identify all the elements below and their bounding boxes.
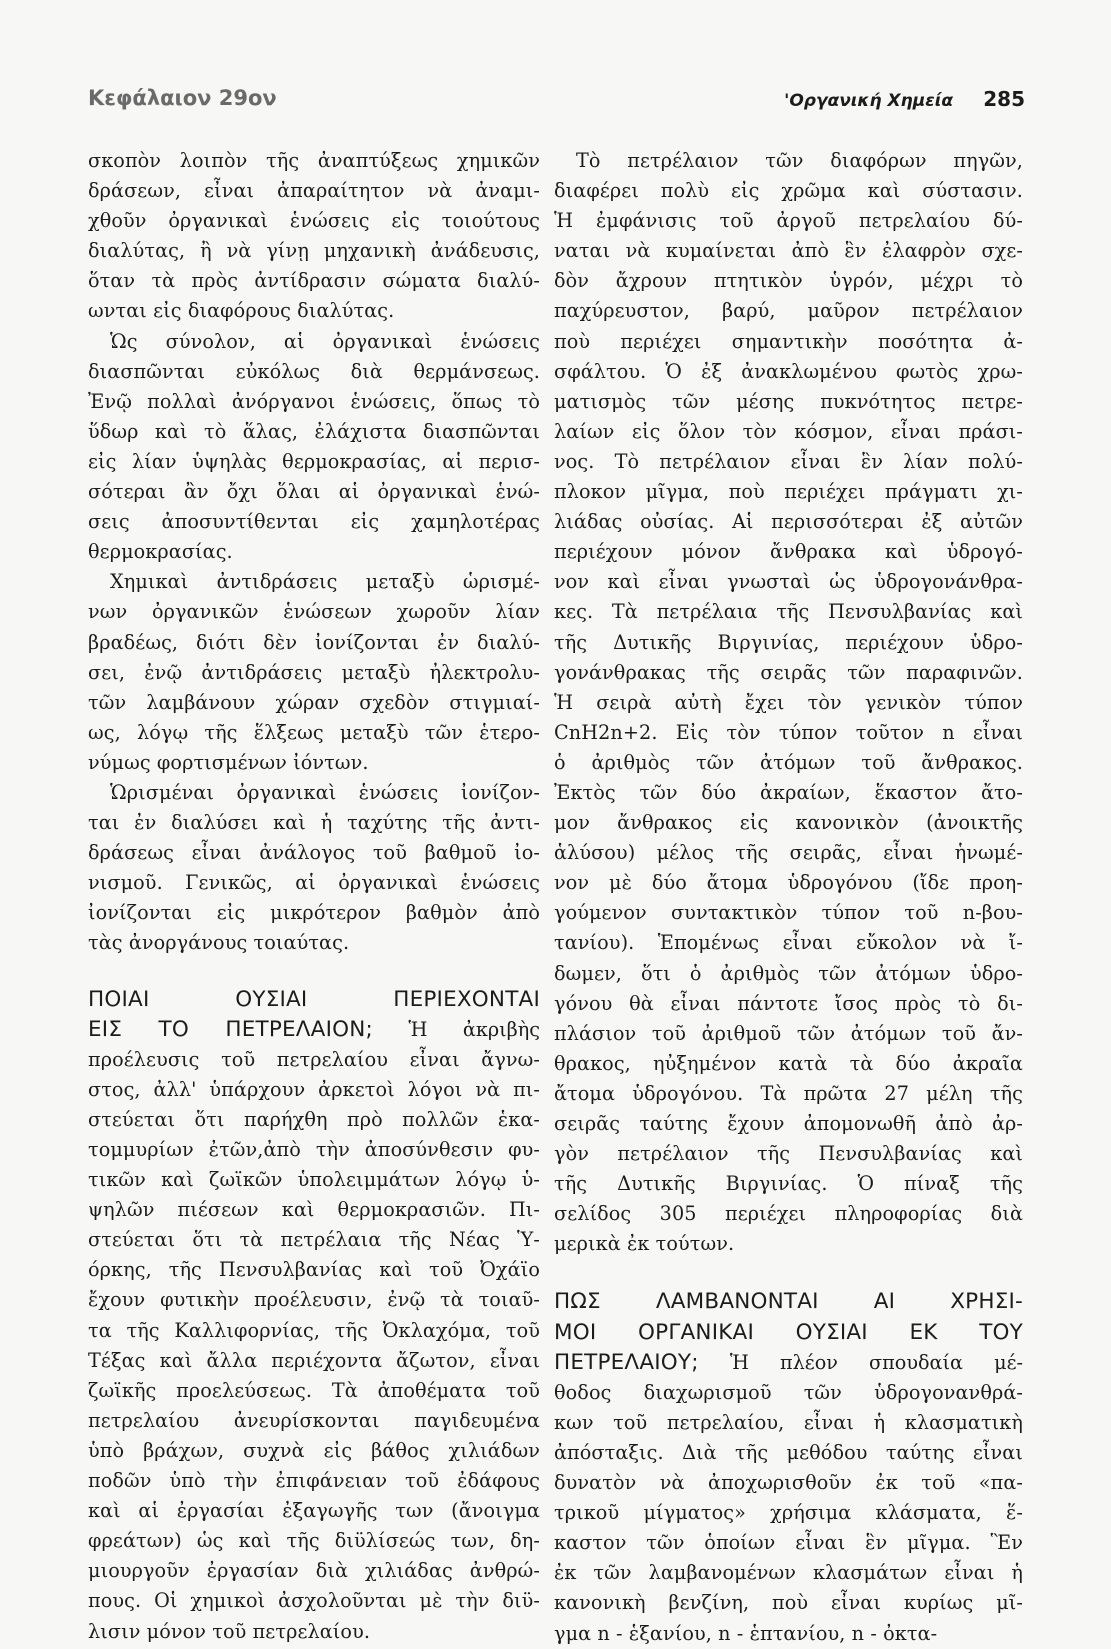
text-line: τῆς Δυτικῆς Βιργινίας. Ὁ πίναξ τῆς [554, 1172, 1023, 1196]
text-line: όρκης, τῆς Πενσυλβανίας καὶ τοῦ Ὀχάϊο [88, 1258, 540, 1282]
section-heading: ΠΟΙΑΙ ΟΥΣΙΑΙ ΠΕΡΙΕΧΟΝΤΑΙ [88, 986, 540, 1012]
text-line: Ἐνῷ πολλαὶ ἀνόργανοι ἑνώσεις, ὅπως τὸ [88, 389, 540, 413]
text-line: σκοπὸν λοιπὸν τῆς ἀναπτύξεως χημικῶν [88, 149, 540, 172]
spacer [554, 1259, 1023, 1287]
text-line: ναται νὰ κυμαίνεται ἀπὸ ἓν ἐλαφρὸν σχε- [554, 239, 1023, 263]
text-line: λαίων εἰς ὅλον τὸν κόσμον, εἶναι πράσι- [554, 419, 1023, 443]
text-line: τανίου). Ἑπομένως εἶναι εὔκολον νὰ ἴ- [554, 931, 1023, 955]
page-header [0, 86, 1111, 126]
paragraph [88, 327, 540, 568]
text-line: δωμεν, ὅτι ὁ ἀριθμὸς τῶν ἀτόμων ὑδρο- [554, 961, 1023, 985]
chapter-heading: Κεφάλαιον 29ον [88, 86, 277, 110]
text-line: ψηλῶν πιέσεων καὶ θερμοκρασιῶν. Πι- [88, 1198, 540, 1222]
text-line: λιάδας οὐσίας. Αἱ περισσότεραι ἐξ αὐτῶν [554, 510, 1023, 534]
text-line: γονάνθρακας τῆς σειρᾶς τῶν παραφινῶν. [554, 660, 1023, 684]
right-column [554, 146, 1023, 1649]
text-line: ται ἐν διαλύσει καὶ ἡ ταχύτης τῆς ἀντι- [88, 811, 540, 835]
text-line: σεις ἀποσυντίθενται εἰς χαμηλοτέρας [88, 510, 540, 534]
text-line: ζωϊκῆς προελεύσεως. Τὰ ἀποθέματα τοῦ [88, 1378, 540, 1402]
text-line: ἔχουν φυτικὴν προέλευσιν, ἐνῷ τὰ τοιαῦ- [88, 1288, 540, 1312]
text-line: ἀπόσταξις. Διὰ τῆς μεθόδου ταύτης εἶναι [554, 1440, 1023, 1464]
subject-heading: 'Οργανική Χημεία [784, 91, 953, 111]
text-line: χθοῦν ὀργανικαὶ ἑνώσεις εἰς τοιούτους [88, 209, 540, 233]
text-line: νος. Τὸ πετρέλαιον εἶναι ἓν λίαν πολύ- [554, 449, 1023, 473]
text-line: Χημικαὶ ἀντιδράσεις μεταξὺ ὡρισμέ- [110, 570, 540, 594]
text-line: δὸν ἄχρουν πτητικὸν ὑγρόν, μέχρι τὸ [554, 269, 1023, 293]
text-line: ματισμὸς τῶν μέσης πυκνότητος πετρε- [554, 389, 1023, 413]
text-line: βραδέως, διότι δὲν ἰονίζονται ἐν διαλύ- [88, 630, 540, 654]
text-line: ὁ ἀριθμὸς τῶν ἀτόμων τοῦ ἄνθρακος. [554, 750, 1023, 774]
text-line: σει, ἐνῷ ἀντιδράσεις μεταξὺ ἠλεκτρολυ- [88, 660, 540, 684]
text-line: διαφέρει πολὺ εἰς χρῶμα καὶ σύστασιν. [554, 179, 1023, 203]
text-line: ὅταν τὰ πρὸς ἀντίδρασιν σώματα διαλύ- [88, 269, 540, 293]
text-line: πετρελαίου ἀνευρίσκονται παγιδευμένα [88, 1408, 540, 1432]
text-line: τὰς ἀνοργάνους τοιαύτας. [88, 931, 350, 955]
text-line: γούμενον συντακτικὸν τύπον τοῦ n-βου- [554, 901, 1023, 925]
text-line: ὑπὸ βράχων, συχνὰ εἰς βάθος χιλιάδων [88, 1438, 540, 1462]
text-line: ἄτομα ὑδρογόνου. Τὰ πρῶτα 27 μέλη τῆς [554, 1081, 1023, 1105]
text-line: νισμοῦ. Γενικῶς, αἱ ὀργανικαὶ ἑνώσεις [88, 871, 540, 895]
section-heading-text: Ἡ ἀκριβὴς [372, 1017, 540, 1041]
text-line: περιέχουν μόνον ἄνθρακα καὶ ὑδρογό- [554, 540, 1023, 564]
text-line: νύμως φορτισμένων ἰόντων. [88, 750, 369, 774]
text-line: πους. Οἱ χημικοὶ ἀσχολοῦνται μὲ τὴν διϋ- [88, 1589, 540, 1613]
text-line: κες. Τὰ πετρέλαια τῆς Πενσυλβανίας καὶ [554, 600, 1023, 624]
text-line: Ὡρισμέναι ὀργανικαὶ ἑνώσεις ἰονίζον- [110, 780, 540, 804]
text-line: θερμοκρασίας. [88, 540, 233, 564]
section-heading-caps: ΕΙΣ ΤΟ ΠΕΤΡΕΛΑΙΟΝ; [88, 1016, 373, 1042]
text-line: γόνου θὰ εἶναι πάντοτε ἴσος πρὸς τὸ δι- [554, 991, 1023, 1015]
text-line: εἰς λίαν ὑψηλὰς θερμοκρασίας, αἱ περισ- [88, 449, 540, 473]
paragraph [88, 778, 540, 959]
text-line: στεύεται ὅτι παρήχθη πρὸ πολλῶν ἑκα- [88, 1107, 540, 1131]
paragraph [88, 146, 540, 327]
text-line: τῶν λαμβάνουν χώραν σχεδὸν στιγμιαί- [88, 690, 540, 714]
text-line: κανονικὴ βενζίνη, ποὺ εἶναι κυρίως μῖ- [554, 1591, 1023, 1615]
text-line: στεύεται ὅτι τὰ πετρέλαια τῆς Νέας Ὑ- [88, 1228, 540, 1252]
page-number: 285 [983, 87, 1025, 111]
text-line: καὶ αἱ ἐργασίαι ἐξαγωγῆς των (ἄνοιγμα [88, 1499, 540, 1523]
paragraph [88, 1045, 540, 1647]
text-line: μον ἄνθρακος εἰς κανονικὸν (ἀνοικτῆς [554, 811, 1023, 835]
text-line: τα τῆς Καλλιφορνίας, τῆς Ὀκλαχόμα, τοῦ [88, 1318, 540, 1342]
text-line: τῆς Δυτικῆς Βιργινίας, περιέχουν ὑδρο- [554, 630, 1023, 654]
text-line: προέλευσις τοῦ πετρελαίου εἶναι ἄγνω- [88, 1047, 540, 1071]
text-line: διαλύτας, ἢ νὰ γίνῃ μηχανικὴ ἀνάδευσις, [88, 239, 540, 263]
text-line: ὕδωρ καὶ τὸ ἅλας, ἐλάχιστα διασπῶνται [88, 419, 540, 443]
text-line: σφάλτου. Ὁ ἐξ ἀνακλωμένου φωτὸς χρω- [554, 359, 1023, 383]
section-heading-line [88, 1015, 540, 1045]
section-heading: ΜΟΙ ΟΡΓΑΝΙΚΑΙ ΟΥΣΙΑΙ ΕΚ ΤΟΥ [554, 1319, 1023, 1345]
text-line: καστον τῶν ὁποίων εἶναι ἓν μῖγμα. Ἓν [554, 1531, 1023, 1555]
text-line: τρικοῦ μίγματος» χρήσιμα κλάσματα, ἕ- [554, 1501, 1023, 1525]
text-line: Ἡ σειρὰ αὐτὴ ἔχει τὸν γενικὸν τύπον [554, 690, 1023, 714]
text-line: ἁλύσου) μέλος τῆς σειρᾶς, εἶναι ἡνωμέ- [554, 841, 1023, 865]
text-line: στος, ἀλλ' ὑπάρχουν ἀρκετοὶ λόγοι νὰ πι- [88, 1077, 540, 1101]
text-line: μερικὰ ἐκ τούτων. [554, 1232, 735, 1256]
text-line: φρεάτων) ὡς καὶ τῆς διϋλίσεώς των, δη- [88, 1529, 540, 1553]
paragraph [554, 146, 1023, 1259]
text-line: διασπῶνται εὐκόλως διὰ θερμάνσεως. [88, 359, 540, 383]
text-line: λισιν μόνον τοῦ πετρελαίου. [88, 1619, 371, 1643]
text-line: ποὺ περιέχει σημαντικὴν ποσότητα ἀ- [554, 329, 1023, 353]
text-line: Ὡς σύνολον, αἱ ὀργανικαὶ ἑνώσεις [110, 329, 540, 353]
spacer [88, 959, 540, 985]
section-heading-line [554, 1348, 1023, 1378]
paragraph [88, 567, 540, 778]
text-line: Ἐκτὸς τῶν δύο ἀκραίων, ἕκαστον ἄτο- [554, 780, 1023, 804]
text-line: σελίδος 305 περιέχει πληροφορίας διὰ [554, 1202, 1023, 1226]
text-line: γμα n - ἑξανίου, n - ἑπτανίου, n - ὀκτα- [554, 1621, 938, 1645]
text-line: Τέξας καὶ ἄλλα περιέχοντα ἄζωτον, εἶναι [88, 1348, 540, 1372]
section-heading-caps: ΠΕΤΡΕΛΑΙΟΥ; [554, 1349, 699, 1375]
text-line: θοδος διαχωρισμοῦ τῶν ὑδρογονανθρά- [554, 1380, 1023, 1404]
text-line: δράσεως εἶναι ἀνάλογος τοῦ βαθμοῦ ἰο- [88, 841, 540, 865]
text-line: σειρᾶς ταύτης ἔχουν ἀπομονωθῆ ἀπὸ ἀρ- [554, 1112, 1023, 1135]
text-line: ἰονίζονται εἰς μικρότερον βαθμὸν ἀπὸ [88, 901, 540, 925]
paragraph [554, 1378, 1023, 1649]
text-line: θρακος, ηὐξημένον κατὰ τὰ δύο ἀκραῖα [554, 1051, 1023, 1075]
text-line: τομμυρίων ἐτῶν,ἀπὸ τὴν ἀποσύνθεσιν φυ- [88, 1138, 540, 1161]
text-line: κων τοῦ πετρελαίου, εἶναι ἡ κλασματικὴ [554, 1410, 1023, 1434]
text-line: πλάσιον τοῦ ἀριθμοῦ τῶν ἀτόμων τοῦ ἄν- [554, 1021, 1023, 1045]
text-line: νον μὲ δύο ἄτομα ὑδρογόνου (ἴδε προη- [554, 871, 1023, 895]
text-line: ωνται εἰς διαφόρους διαλύτας. [88, 299, 395, 323]
text-line: παχύρευστον, βαρύ, μαῦρον πετρέλαιον [554, 299, 1023, 323]
text-line: ως, λόγῳ τῆς ἕλξεως μεταξὺ τῶν ἑτερο- [88, 720, 540, 744]
text-line: ποδῶν ὑπὸ τὴν ἐπιφάνειαν τοῦ ἐδάφους [88, 1469, 540, 1493]
text-line: ἐκ τῶν λαμβανομένων κλασμάτων εἶναι ἡ [554, 1561, 1023, 1585]
section-heading-text: Ἡ πλέον σπουδαία μέ- [698, 1350, 1023, 1374]
text-line: Ἡ ἐμφάνισις τοῦ ἀργοῦ πετρελαίου δύ- [554, 209, 1023, 233]
text-line: δράσεων, εἶναι ἀπαραίτητον νὰ ἀναμι- [88, 179, 540, 203]
text-line: Τὸ πετρέλαιον τῶν διαφόρων πηγῶν, [576, 149, 1023, 172]
text-line: νον καὶ εἶναι γνωσταὶ ὡς ὑδρογονάνθρα- [554, 570, 1023, 594]
text-line: νων ὀργανικῶν ἑνώσεων χωροῦν λίαν [88, 600, 540, 624]
left-column [88, 146, 540, 1647]
text-line: CnH2n+2. Εἰς τὸν τύπον τοῦτον n εἶναι [554, 720, 1023, 744]
text-line: μιουργοῦν ἐργασίαν διὰ χιλιάδας ἀνθρώ- [88, 1559, 540, 1583]
text-line: δυνατὸν νὰ ἀποχωρισθοῦν ἐκ τοῦ «πα- [554, 1471, 1023, 1495]
text-line: πλοκον μῖγμα, ποὺ περιέχει πράγματι χι- [554, 480, 1023, 504]
section-heading: ΠΩΣ ΛΑΜΒΑΝΟΝΤΑΙ ΑΙ ΧΡΗΣΙ- [554, 1289, 1023, 1315]
text-line: σότεραι ἂν ὄχι ὅλαι αἱ ὀργανικαὶ ἑνώ- [88, 480, 540, 504]
text-line: τικῶν καὶ ζωϊκῶν ὑπολειμμάτων λόγῳ ὑ- [88, 1168, 540, 1192]
text-line: γὸν πετρέλαιον τῆς Πενσυλβανίας καὶ [554, 1142, 1023, 1166]
